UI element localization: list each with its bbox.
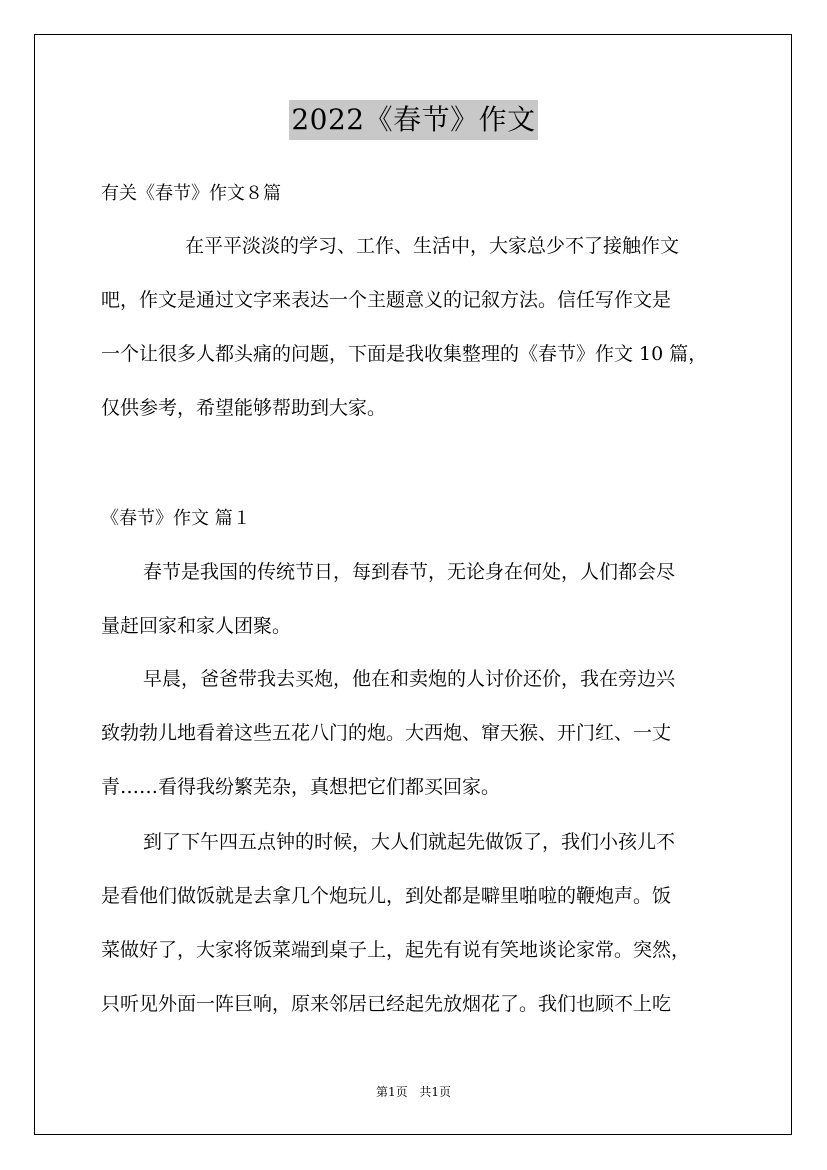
document-title: 2022《春节》作文 [289, 100, 537, 140]
paragraph-line: 是看他们做饭就是去拿几个炮玩儿，到处都是噼里啪啦的鞭炮声。饭 [101, 885, 672, 907]
intro-line: 仅供参考，希望能够帮助到大家。 [101, 397, 387, 419]
paragraph-line: 菜做好了，大家将饭菜端到桌子上，起先有说有笑地谈论家常。突然， [101, 939, 691, 961]
document-subtitle: 有关《春节》作文８篇 [101, 183, 281, 204]
title-container [0, 100, 827, 140]
paragraph-line: 春节是我国的传统节日，每到春节，无论身在何处，人们都会尽 [143, 561, 676, 583]
paragraph-line: 致勃勃儿地看着这些五花八门的炮。大西炮、窜天猴、开门红、一丈 [101, 722, 672, 744]
intro-line: 一个让很多人都头痛的问题，下面是我收集整理的《春节》作文 10 篇， [101, 343, 708, 365]
paragraph-line: 量赶回家和家人团聚。 [101, 615, 292, 637]
paragraph-3 [101, 815, 737, 1031]
intro-line: 吧，作文是通过文字来表达一个主题意义的记叙方法。信任写作文是 [101, 289, 672, 311]
paragraph-2 [101, 652, 737, 814]
paragraph-1 [101, 545, 737, 653]
paragraph-line: 青……看得我纷繁芜杂，真想把它们都买回家。 [101, 776, 501, 798]
section-heading: 《春节》作文 篇１ [101, 508, 251, 529]
paragraph-line: 只听见外面一阵巨响，原来邻居已经起先放烟花了。我们也顾不上吃 [101, 993, 672, 1015]
paragraph-line: 早晨，爸爸带我去买炮，他在和卖炮的人讨价还价，我在旁边兴 [143, 668, 676, 690]
paragraph-line: 到了下午四五点钟的时候，大人们就起先做饭了，我们小孩儿不 [143, 831, 676, 853]
page-footer [0, 1084, 827, 1100]
page-total: 共1页 [419, 1085, 452, 1099]
intro-line: 在平平淡淡的学习、工作、生活中，大家总少不了接触作文 [185, 235, 680, 257]
page-number: 第1页 [375, 1085, 408, 1099]
intro-paragraph [101, 219, 737, 435]
